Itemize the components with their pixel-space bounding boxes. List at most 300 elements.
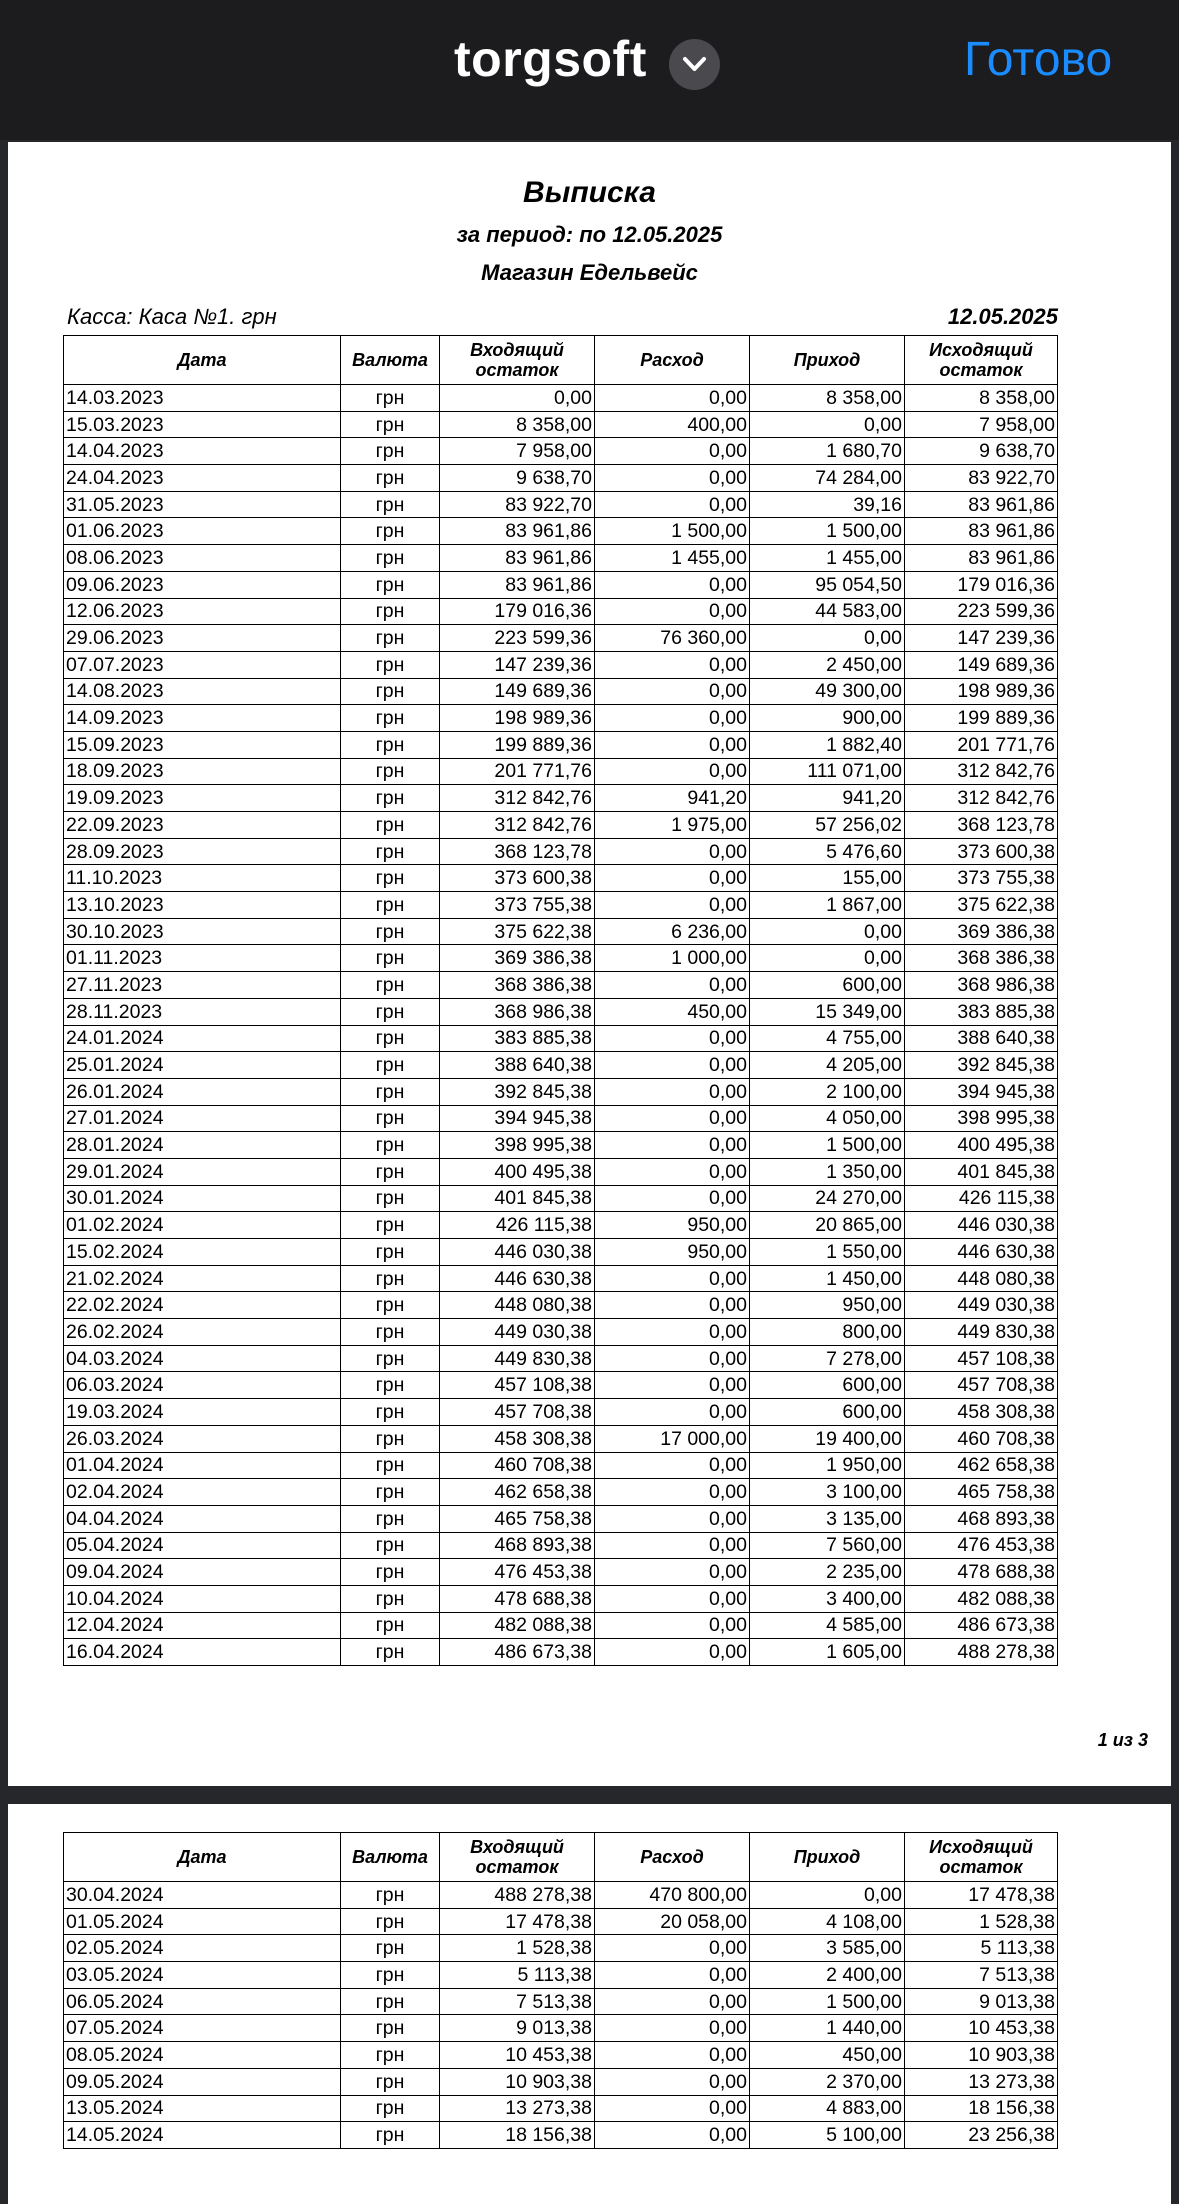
cell-opening-balance: 13 273,38 xyxy=(440,2095,595,2122)
cell-opening-balance: 8 358,00 xyxy=(440,411,595,438)
cell-income: 600,00 xyxy=(750,1372,905,1399)
table-row xyxy=(64,1105,1058,1132)
cell-opening-balance: 312 842,76 xyxy=(440,785,595,812)
cell-closing-balance: 368 123,78 xyxy=(905,812,1058,839)
cell-opening-balance: 201 771,76 xyxy=(440,758,595,785)
cell-date: 01.02.2024 xyxy=(64,1212,341,1239)
cell-date: 09.04.2024 xyxy=(64,1559,341,1586)
cell-expense: 0,00 xyxy=(595,1345,750,1372)
cell-currency: грн xyxy=(341,2122,440,2149)
cell-date: 31.05.2023 xyxy=(64,491,341,518)
cell-income: 2 100,00 xyxy=(750,1078,905,1105)
table-row xyxy=(64,1612,1058,1639)
cell-expense: 400,00 xyxy=(595,411,750,438)
cell-currency: грн xyxy=(341,758,440,785)
table-row xyxy=(64,598,1058,625)
store-name: Магазин Едельвейс xyxy=(481,260,698,285)
table-row xyxy=(64,2042,1058,2069)
cell-opening-balance: 83 922,70 xyxy=(440,491,595,518)
table-row xyxy=(64,1158,1058,1185)
cell-opening-balance: 10 453,38 xyxy=(440,2042,595,2069)
cell-income: 8 358,00 xyxy=(750,385,905,412)
cell-date: 06.05.2024 xyxy=(64,1988,341,2015)
table-row xyxy=(64,1239,1058,1266)
cell-income: 1 550,00 xyxy=(750,1239,905,1266)
table-body xyxy=(64,1882,1058,2149)
cell-income: 155,00 xyxy=(750,865,905,892)
cell-currency: грн xyxy=(341,518,440,545)
table-row xyxy=(64,1132,1058,1159)
cell-expense: 0,00 xyxy=(595,1532,750,1559)
cell-closing-balance: 426 115,38 xyxy=(905,1185,1058,1212)
cell-currency: грн xyxy=(341,1559,440,1586)
cell-currency: грн xyxy=(341,2042,440,2069)
cell-currency: грн xyxy=(341,491,440,518)
cell-opening-balance: 478 688,38 xyxy=(440,1585,595,1612)
cell-currency: грн xyxy=(341,1639,440,1666)
table-row xyxy=(64,465,1058,492)
table-row xyxy=(64,651,1058,678)
cell-opening-balance: 312 842,76 xyxy=(440,812,595,839)
cell-expense: 0,00 xyxy=(595,1639,750,1666)
cell-expense: 950,00 xyxy=(595,1239,750,1266)
cell-income: 600,00 xyxy=(750,972,905,999)
cell-opening-balance: 18 156,38 xyxy=(440,2122,595,2149)
document-date: 12.05.2025 xyxy=(947,304,1058,329)
cell-expense: 0,00 xyxy=(595,1612,750,1639)
cell-date: 02.05.2024 xyxy=(64,1935,341,1962)
cell-opening-balance: 462 658,38 xyxy=(440,1479,595,1506)
cell-closing-balance: 368 386,38 xyxy=(905,945,1058,972)
cell-opening-balance: 488 278,38 xyxy=(440,1882,595,1909)
cell-income: 4 755,00 xyxy=(750,1025,905,1052)
cell-closing-balance: 10 903,38 xyxy=(905,2042,1058,2069)
cell-income: 4 108,00 xyxy=(750,1908,905,1935)
cell-income: 5 100,00 xyxy=(750,2122,905,2149)
cell-closing-balance: 478 688,38 xyxy=(905,1559,1058,1586)
cell-closing-balance: 388 640,38 xyxy=(905,1025,1058,1052)
cell-opening-balance: 7 513,38 xyxy=(440,1988,595,2015)
col-header-date: Дата xyxy=(64,336,341,385)
document-title: Выписка xyxy=(523,176,656,209)
cell-income: 3 400,00 xyxy=(750,1585,905,1612)
cell-currency: грн xyxy=(341,1425,440,1452)
cell-closing-balance: 9 013,38 xyxy=(905,1988,1058,2015)
cell-opening-balance: 147 239,36 xyxy=(440,651,595,678)
table-row xyxy=(64,1452,1058,1479)
cell-date: 29.01.2024 xyxy=(64,1158,341,1185)
table-body xyxy=(64,385,1058,1666)
cell-income: 2 450,00 xyxy=(750,651,905,678)
cell-date: 14.03.2023 xyxy=(64,385,341,412)
cell-date: 07.05.2024 xyxy=(64,2015,341,2042)
cell-date: 26.01.2024 xyxy=(64,1078,341,1105)
col-header-currency: Валюта xyxy=(341,336,440,385)
cell-currency: грн xyxy=(341,1105,440,1132)
cell-income: 39,16 xyxy=(750,491,905,518)
cell-closing-balance: 83 961,86 xyxy=(905,545,1058,572)
table-row xyxy=(64,1988,1058,2015)
cell-expense: 0,00 xyxy=(595,1158,750,1185)
cell-currency: грн xyxy=(341,1882,440,1909)
cell-closing-balance: 1 528,38 xyxy=(905,1908,1058,1935)
document-page-1 xyxy=(8,142,1171,1786)
cell-opening-balance: 83 961,86 xyxy=(440,545,595,572)
cell-income: 19 400,00 xyxy=(750,1425,905,1452)
cell-opening-balance: 486 673,38 xyxy=(440,1639,595,1666)
table-row xyxy=(64,385,1058,412)
done-button[interactable]: Готово xyxy=(964,33,1113,86)
table-row xyxy=(64,1962,1058,1989)
table-row xyxy=(64,438,1058,465)
cell-closing-balance: 17 478,38 xyxy=(905,1882,1058,1909)
cell-currency: грн xyxy=(341,438,440,465)
table-row xyxy=(64,2015,1058,2042)
cell-expense: 0,00 xyxy=(595,1292,750,1319)
cell-closing-balance: 149 689,36 xyxy=(905,651,1058,678)
cell-date: 13.05.2024 xyxy=(64,2095,341,2122)
cell-income: 1 680,70 xyxy=(750,438,905,465)
cell-closing-balance: 23 256,38 xyxy=(905,2122,1058,2149)
cell-opening-balance: 375 622,38 xyxy=(440,918,595,945)
statement-table xyxy=(63,1832,1058,2149)
table-row xyxy=(64,2122,1058,2149)
cell-opening-balance: 1 528,38 xyxy=(440,1935,595,1962)
cell-closing-balance: 448 080,38 xyxy=(905,1265,1058,1292)
cell-income: 1 950,00 xyxy=(750,1452,905,1479)
cell-expense: 0,00 xyxy=(595,1372,750,1399)
cell-date: 01.11.2023 xyxy=(64,945,341,972)
cell-expense: 0,00 xyxy=(595,1452,750,1479)
cell-income: 950,00 xyxy=(750,1292,905,1319)
cell-currency: грн xyxy=(341,1908,440,1935)
cell-date: 05.04.2024 xyxy=(64,1532,341,1559)
table-row xyxy=(64,918,1058,945)
cell-income: 4 585,00 xyxy=(750,1612,905,1639)
cell-closing-balance: 383 885,38 xyxy=(905,998,1058,1025)
cell-closing-balance: 373 600,38 xyxy=(905,838,1058,865)
cell-date: 29.06.2023 xyxy=(64,625,341,652)
cell-opening-balance: 400 495,38 xyxy=(440,1158,595,1185)
cell-date: 09.05.2024 xyxy=(64,2068,341,2095)
cell-date: 28.01.2024 xyxy=(64,1132,341,1159)
table-row xyxy=(64,491,1058,518)
cell-opening-balance: 426 115,38 xyxy=(440,1212,595,1239)
cell-date: 14.09.2023 xyxy=(64,705,341,732)
cell-date: 13.10.2023 xyxy=(64,892,341,919)
cell-expense: 0,00 xyxy=(595,1105,750,1132)
cell-date: 27.01.2024 xyxy=(64,1105,341,1132)
cell-income: 1 500,00 xyxy=(750,1132,905,1159)
cell-income: 1 455,00 xyxy=(750,545,905,572)
cell-opening-balance: 401 845,38 xyxy=(440,1185,595,1212)
cell-date: 08.05.2024 xyxy=(64,2042,341,2069)
cell-income: 1 867,00 xyxy=(750,892,905,919)
cell-income: 941,20 xyxy=(750,785,905,812)
cell-expense: 0,00 xyxy=(595,1559,750,1586)
cell-opening-balance: 368 386,38 xyxy=(440,972,595,999)
table-row xyxy=(64,1639,1058,1666)
cell-date: 26.02.2024 xyxy=(64,1319,341,1346)
cell-date: 16.04.2024 xyxy=(64,1639,341,1666)
cell-currency: грн xyxy=(341,731,440,758)
cell-currency: грн xyxy=(341,1158,440,1185)
table-row xyxy=(64,865,1058,892)
cell-closing-balance: 460 708,38 xyxy=(905,1425,1058,1452)
cell-income: 95 054,50 xyxy=(750,571,905,598)
cell-date: 30.04.2024 xyxy=(64,1882,341,1909)
cell-opening-balance: 398 995,38 xyxy=(440,1132,595,1159)
table-row xyxy=(64,1505,1058,1532)
cell-expense: 0,00 xyxy=(595,2095,750,2122)
cell-expense: 450,00 xyxy=(595,998,750,1025)
cell-date: 25.01.2024 xyxy=(64,1052,341,1079)
chevron-down-icon[interactable] xyxy=(669,39,720,90)
cell-income: 900,00 xyxy=(750,705,905,732)
cell-date: 14.08.2023 xyxy=(64,678,341,705)
cell-opening-balance: 388 640,38 xyxy=(440,1052,595,1079)
cell-expense: 0,00 xyxy=(595,598,750,625)
cell-opening-balance: 446 030,38 xyxy=(440,1239,595,1266)
table-row xyxy=(64,972,1058,999)
cell-opening-balance: 476 453,38 xyxy=(440,1559,595,1586)
cell-expense: 0,00 xyxy=(595,1185,750,1212)
cell-closing-balance: 199 889,36 xyxy=(905,705,1058,732)
cell-date: 22.02.2024 xyxy=(64,1292,341,1319)
page-counter: 1 из 3 xyxy=(1097,1730,1148,1750)
cell-currency: грн xyxy=(341,1479,440,1506)
table-row xyxy=(64,731,1058,758)
cell-expense: 0,00 xyxy=(595,1132,750,1159)
table-row xyxy=(64,1399,1058,1426)
cell-expense: 0,00 xyxy=(595,1988,750,2015)
cell-income: 0,00 xyxy=(750,411,905,438)
cell-date: 07.07.2023 xyxy=(64,651,341,678)
cell-closing-balance: 198 989,36 xyxy=(905,678,1058,705)
cell-closing-balance: 457 708,38 xyxy=(905,1372,1058,1399)
cell-income: 20 865,00 xyxy=(750,1212,905,1239)
cell-income: 0,00 xyxy=(750,1882,905,1909)
cell-opening-balance: 457 708,38 xyxy=(440,1399,595,1426)
cell-income: 2 370,00 xyxy=(750,2068,905,2095)
cell-expense: 0,00 xyxy=(595,1399,750,1426)
cell-date: 04.04.2024 xyxy=(64,1505,341,1532)
cell-date: 04.03.2024 xyxy=(64,1345,341,1372)
cell-currency: грн xyxy=(341,1265,440,1292)
cell-opening-balance: 460 708,38 xyxy=(440,1452,595,1479)
table-row xyxy=(64,1425,1058,1452)
cell-currency: грн xyxy=(341,1132,440,1159)
cell-expense: 0,00 xyxy=(595,571,750,598)
cell-opening-balance: 468 893,38 xyxy=(440,1532,595,1559)
cell-income: 3 100,00 xyxy=(750,1479,905,1506)
cell-currency: грн xyxy=(341,812,440,839)
cell-opening-balance: 179 016,36 xyxy=(440,598,595,625)
cell-currency: грн xyxy=(341,1345,440,1372)
cell-expense: 0,00 xyxy=(595,892,750,919)
cell-opening-balance: 0,00 xyxy=(440,385,595,412)
cell-expense: 0,00 xyxy=(595,1052,750,1079)
table-row xyxy=(64,1078,1058,1105)
cell-currency: грн xyxy=(341,1319,440,1346)
cell-currency: грн xyxy=(341,1052,440,1079)
cell-expense: 0,00 xyxy=(595,385,750,412)
cell-expense: 1 975,00 xyxy=(595,812,750,839)
cell-currency: грн xyxy=(341,1532,440,1559)
cell-income: 5 476,60 xyxy=(750,838,905,865)
cell-closing-balance: 449 030,38 xyxy=(905,1292,1058,1319)
cell-currency: грн xyxy=(341,545,440,572)
cell-expense: 950,00 xyxy=(595,1212,750,1239)
table-header-row xyxy=(64,1833,1058,1882)
cell-closing-balance: 312 842,76 xyxy=(905,758,1058,785)
cell-expense: 0,00 xyxy=(595,1479,750,1506)
cell-closing-balance: 312 842,76 xyxy=(905,785,1058,812)
cell-currency: грн xyxy=(341,2095,440,2122)
cell-date: 27.11.2023 xyxy=(64,972,341,999)
cell-currency: грн xyxy=(341,571,440,598)
cell-date: 14.05.2024 xyxy=(64,2122,341,2149)
cell-income: 600,00 xyxy=(750,1399,905,1426)
cell-expense: 470 800,00 xyxy=(595,1882,750,1909)
cell-expense: 0,00 xyxy=(595,972,750,999)
cell-closing-balance: 83 961,86 xyxy=(905,518,1058,545)
cell-date: 19.09.2023 xyxy=(64,785,341,812)
cell-income: 1 350,00 xyxy=(750,1158,905,1185)
cell-currency: грн xyxy=(341,1935,440,1962)
cell-income: 4 883,00 xyxy=(750,2095,905,2122)
table-row xyxy=(64,545,1058,572)
cell-date: 30.10.2023 xyxy=(64,918,341,945)
cell-date: 01.04.2024 xyxy=(64,1452,341,1479)
table-row xyxy=(64,1319,1058,1346)
cell-income: 0,00 xyxy=(750,945,905,972)
cell-expense: 0,00 xyxy=(595,758,750,785)
cell-date: 01.06.2023 xyxy=(64,518,341,545)
cell-date: 12.04.2024 xyxy=(64,1612,341,1639)
cell-currency: грн xyxy=(341,945,440,972)
cell-currency: грн xyxy=(341,865,440,892)
cell-currency: грн xyxy=(341,1078,440,1105)
table-row xyxy=(64,1479,1058,1506)
cell-income: 1 605,00 xyxy=(750,1639,905,1666)
table-row xyxy=(64,411,1058,438)
cell-opening-balance: 83 961,86 xyxy=(440,518,595,545)
cell-date: 24.01.2024 xyxy=(64,1025,341,1052)
cell-expense: 20 058,00 xyxy=(595,1908,750,1935)
table-row xyxy=(64,785,1058,812)
table-row xyxy=(64,2095,1058,2122)
cell-date: 06.03.2024 xyxy=(64,1372,341,1399)
cell-expense: 0,00 xyxy=(595,731,750,758)
cell-closing-balance: 375 622,38 xyxy=(905,892,1058,919)
cell-date: 12.06.2023 xyxy=(64,598,341,625)
cell-expense: 0,00 xyxy=(595,2042,750,2069)
table-row xyxy=(64,518,1058,545)
cell-currency: грн xyxy=(341,625,440,652)
cell-currency: грн xyxy=(341,1372,440,1399)
table-row xyxy=(64,571,1058,598)
cell-income: 4 205,00 xyxy=(750,1052,905,1079)
document-page-2 xyxy=(8,1804,1171,2204)
col-header-closing-balance: Исходящий остаток xyxy=(905,1833,1058,1882)
cell-currency: грн xyxy=(341,1025,440,1052)
cell-expense: 0,00 xyxy=(595,1585,750,1612)
table-row xyxy=(64,1265,1058,1292)
cell-opening-balance: 446 630,38 xyxy=(440,1265,595,1292)
cell-currency: грн xyxy=(341,1452,440,1479)
app-title[interactable]: torgsoft xyxy=(454,31,647,87)
cell-opening-balance: 7 958,00 xyxy=(440,438,595,465)
cell-income: 1 500,00 xyxy=(750,518,905,545)
cell-closing-balance: 13 273,38 xyxy=(905,2068,1058,2095)
cell-income: 49 300,00 xyxy=(750,678,905,705)
cell-expense: 0,00 xyxy=(595,491,750,518)
statement-table xyxy=(63,335,1058,1666)
cell-expense: 0,00 xyxy=(595,1505,750,1532)
cell-date: 28.11.2023 xyxy=(64,998,341,1025)
table-row xyxy=(64,1025,1058,1052)
cell-closing-balance: 400 495,38 xyxy=(905,1132,1058,1159)
cell-expense: 0,00 xyxy=(595,1962,750,1989)
cell-date: 21.02.2024 xyxy=(64,1265,341,1292)
cell-expense: 0,00 xyxy=(595,1265,750,1292)
cell-expense: 0,00 xyxy=(595,438,750,465)
cell-closing-balance: 458 308,38 xyxy=(905,1399,1058,1426)
cell-currency: грн xyxy=(341,1399,440,1426)
cell-income: 2 235,00 xyxy=(750,1559,905,1586)
cell-income: 800,00 xyxy=(750,1319,905,1346)
cell-date: 01.05.2024 xyxy=(64,1908,341,1935)
cell-closing-balance: 446 630,38 xyxy=(905,1239,1058,1266)
cell-opening-balance: 149 689,36 xyxy=(440,678,595,705)
cell-opening-balance: 394 945,38 xyxy=(440,1105,595,1132)
cell-currency: грн xyxy=(341,1962,440,1989)
cell-date: 24.04.2023 xyxy=(64,465,341,492)
cell-date: 30.01.2024 xyxy=(64,1185,341,1212)
cell-opening-balance: 199 889,36 xyxy=(440,731,595,758)
cell-closing-balance: 83 922,70 xyxy=(905,465,1058,492)
cell-closing-balance: 476 453,38 xyxy=(905,1532,1058,1559)
cell-opening-balance: 10 903,38 xyxy=(440,2068,595,2095)
cell-date: 14.04.2023 xyxy=(64,438,341,465)
cell-closing-balance: 179 016,36 xyxy=(905,571,1058,598)
col-header-expense: Расход xyxy=(595,336,750,385)
cell-date: 15.09.2023 xyxy=(64,731,341,758)
cell-opening-balance: 198 989,36 xyxy=(440,705,595,732)
cell-currency: грн xyxy=(341,651,440,678)
cell-expense: 0,00 xyxy=(595,2122,750,2149)
cell-date: 15.02.2024 xyxy=(64,1239,341,1266)
cell-closing-balance: 401 845,38 xyxy=(905,1158,1058,1185)
cell-expense: 6 236,00 xyxy=(595,918,750,945)
table-row xyxy=(64,838,1058,865)
cell-currency: грн xyxy=(341,1185,440,1212)
cell-opening-balance: 17 478,38 xyxy=(440,1908,595,1935)
cell-expense: 0,00 xyxy=(595,1935,750,1962)
cell-expense: 0,00 xyxy=(595,705,750,732)
cell-expense: 0,00 xyxy=(595,1078,750,1105)
cell-date: 09.06.2023 xyxy=(64,571,341,598)
cell-currency: грн xyxy=(341,892,440,919)
cell-currency: грн xyxy=(341,2068,440,2095)
cell-income: 4 050,00 xyxy=(750,1105,905,1132)
table-row xyxy=(64,1882,1058,1909)
cell-closing-balance: 486 673,38 xyxy=(905,1612,1058,1639)
cell-expense: 1 455,00 xyxy=(595,545,750,572)
table-row xyxy=(64,758,1058,785)
cell-currency: грн xyxy=(341,918,440,945)
